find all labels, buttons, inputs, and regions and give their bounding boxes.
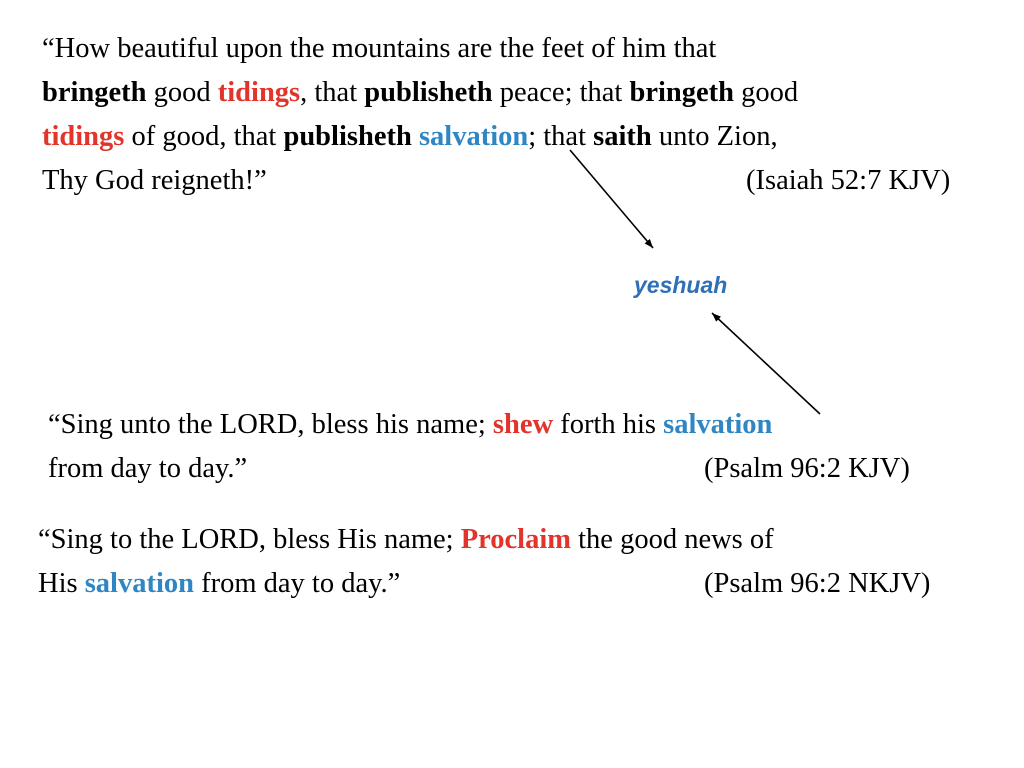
- psalm-kjv-line-1: [48, 403, 772, 447]
- word-tidings: tidings: [42, 121, 125, 152]
- psalm-nkjv-reference: (Psalm 96:2 NKJV): [704, 568, 931, 599]
- isaiah-text: Thy God reigneth!”: [42, 165, 267, 196]
- psalm-nkjv-text: the good news of: [571, 524, 774, 555]
- word-salvation-psalm-kjv: salvation: [663, 409, 773, 440]
- isaiah-text: of good, that: [124, 121, 284, 152]
- isaiah-reference: (Isaiah 52:7 KJV): [746, 165, 951, 196]
- psalm-nkjv-text: “Sing to the LORD, bless His name;: [38, 524, 461, 555]
- arrow-isaiah-to-yeshuah: [570, 150, 653, 248]
- psalm-nkjv-line-1: [38, 518, 774, 562]
- psalm-kjv-text: from day to day.”: [48, 453, 248, 484]
- arrow-psalm-to-yeshuah: [712, 313, 820, 414]
- isaiah-text: peace; that: [492, 77, 630, 108]
- psalm-kjv-verse: [48, 403, 910, 491]
- isaiah-text: , that: [300, 77, 365, 108]
- word-publisheth: publisheth: [364, 77, 493, 108]
- psalm-kjv-line-2: [48, 447, 910, 491]
- word-salvation-psalm-nkjv: salvation: [84, 568, 194, 599]
- psalm-nkjv-line-2: [38, 562, 931, 606]
- isaiah-text: good: [146, 77, 218, 108]
- psalm-nkjv-verse: [38, 518, 931, 606]
- word-proclaim: Proclaim: [460, 524, 571, 555]
- word-bringeth: bringeth: [42, 77, 147, 108]
- yeshuah-label: yeshuah: [634, 272, 728, 298]
- word-shew: shew: [492, 409, 554, 440]
- word-bringeth: bringeth: [629, 77, 734, 108]
- word-tidings: tidings: [217, 77, 301, 108]
- word-salvation-isaiah: salvation: [418, 121, 529, 152]
- psalm-kjv-reference: (Psalm 96:2 KJV): [704, 453, 910, 484]
- isaiah-text: “How beautiful upon the mountains are the feet of him that: [42, 33, 717, 64]
- isaiah-text: unto Zion,: [651, 121, 778, 152]
- psalm-kjv-text: “Sing unto the LORD, bless his name;: [48, 409, 493, 440]
- word-publisheth: publisheth: [283, 121, 412, 152]
- psalm-nkjv-text: from day to day.”: [194, 568, 401, 599]
- isaiah-text: good: [734, 77, 799, 108]
- psalm-kjv-text: forth his: [553, 409, 664, 440]
- isaiah-text: ; that: [528, 121, 594, 152]
- word-saith: saith: [593, 121, 652, 152]
- psalm-nkjv-text: His: [38, 568, 85, 599]
